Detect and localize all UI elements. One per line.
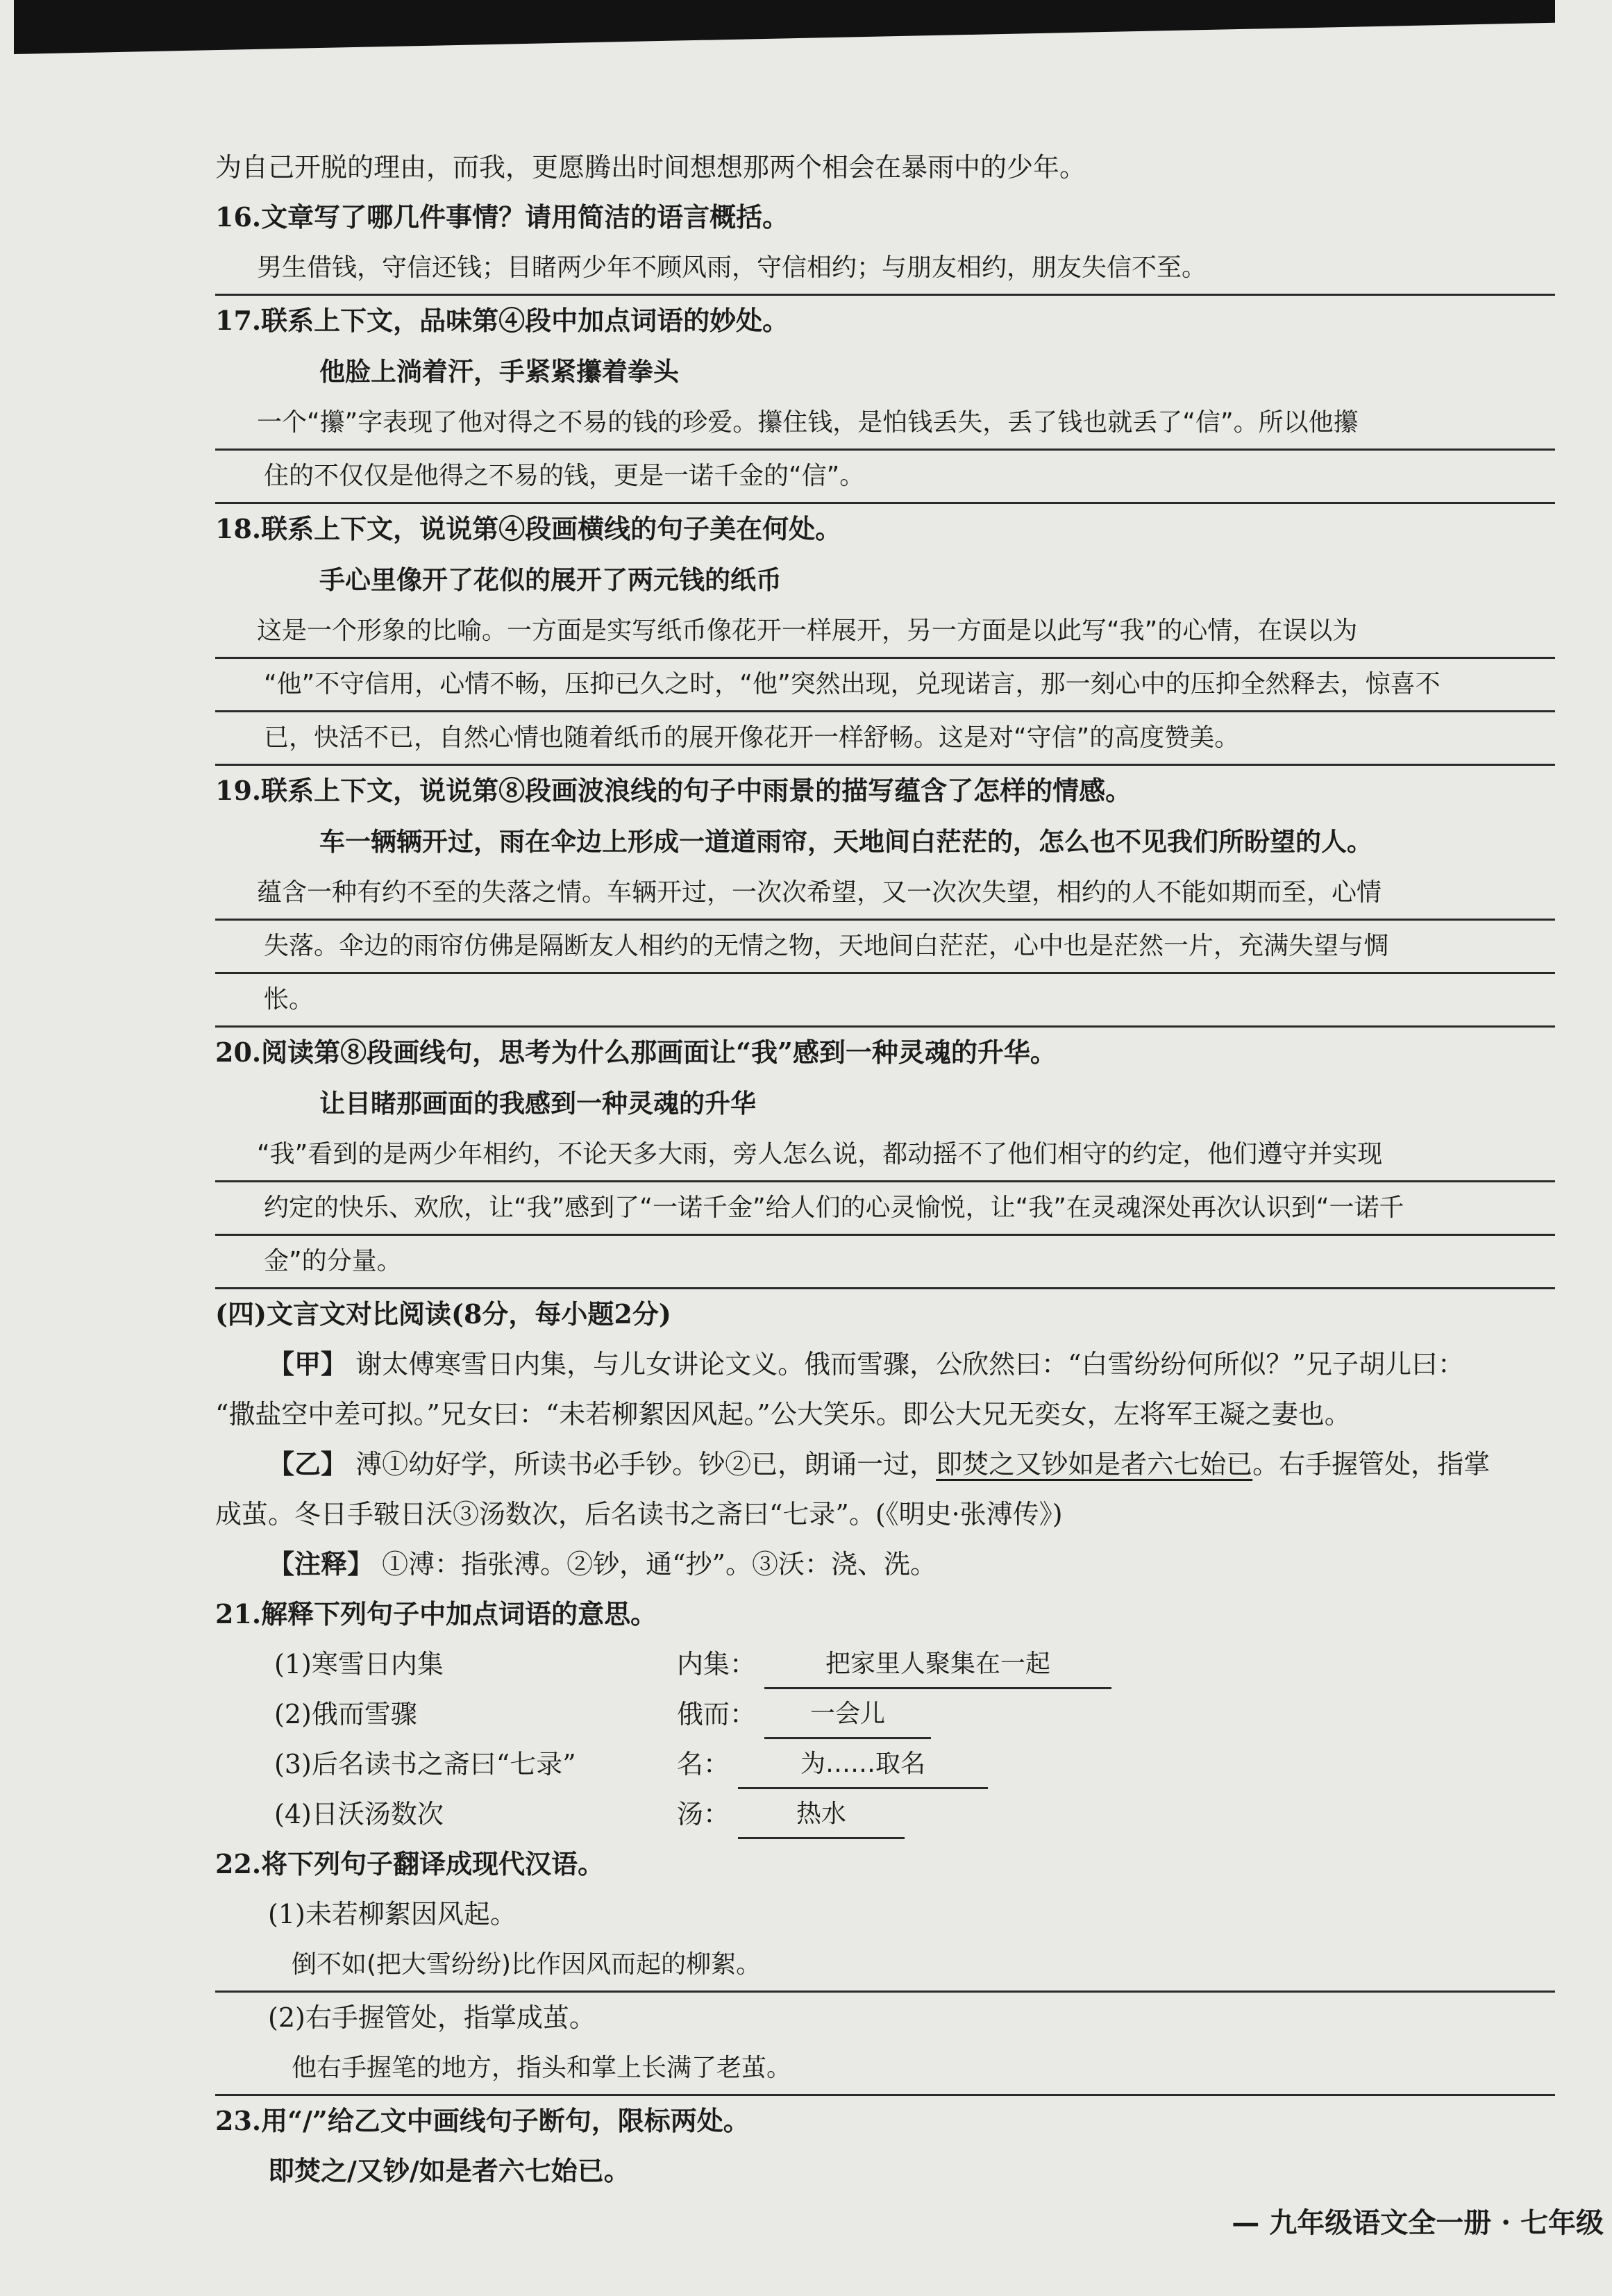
answer-20-line-2: 约定的快乐、欢欣，让“我”感到了“一诺千金”给人们的心灵愉悦，让“我”在灵魂深处再次认识到“一诺千	[215, 1182, 1555, 1236]
answer-22-1: 倒不如(把大雪纷纷)比作因风而起的柳絮。	[215, 1939, 1555, 1993]
question-22: 22.将下列句子翻译成现代汉语。	[215, 1848, 605, 1879]
q21-item-3-sentence: (3)后名读书之斋曰“七录”	[274, 1749, 576, 1779]
q21-item-1-answer: 把家里人聚集在一起	[764, 1641, 1111, 1689]
question-19: 19.联系上下文，说说第⑧段画波浪线的句子中雨景的描写蕴含了怎样的情感。	[215, 775, 1132, 806]
paragraph-tail: 为自己开脱的理由，而我，更愿腾出时间想想那两个相会在暴雨中的少年。	[215, 152, 1086, 183]
question-17: 17.联系上下文，品味第④段中加点词语的妙处。	[215, 305, 789, 336]
q21-item-1-sentence: (1)寒雪日内集	[274, 1649, 444, 1679]
q21-item-4	[215, 1789, 1555, 1839]
answer-20-line-1: “我”看到的是两少年相约，不论天多大雨，旁人怎么说，都动摇不了他们相守的约定，他们遵守并实现	[215, 1129, 1555, 1182]
question-23: 23.用“/”给乙文中画线句子断句，限标两处。	[215, 2105, 750, 2136]
text-yi-line-2: 成茧。冬日手皲日沃③汤数次，后名读书之斋曰“七录”。(《明史·张溥传》)	[215, 1499, 1063, 1530]
q21-item-2-answer: 一会儿	[764, 1691, 931, 1739]
notes-tag: 【注释】	[268, 1549, 374, 1579]
quote-20: 让目睹那画面的我感到一种灵魂的升华	[319, 1088, 756, 1118]
answer-23: 即焚之/又钞/如是者六七始已。	[268, 2155, 630, 2186]
q21-item-2-term: 俄而：	[677, 1699, 757, 1729]
text-yi-body-1c: 。右手握管处，指掌	[1252, 1449, 1491, 1480]
answer-22-2: 他右手握笔的地方，指头和掌上长满了老茧。	[215, 2043, 1555, 2096]
q22-sentence-2: (2)右手握管处，指掌成茧。	[268, 2002, 596, 2033]
answer-19-line-2: 失落。伞边的雨帘仿佛是隔断友人相约的无情之物，天地间白茫茫，心中也是茫然一片，充满失望与惆	[215, 921, 1555, 974]
q21-item-3-answer: 为……取名	[738, 1741, 988, 1789]
answer-18-line-1: 这是一个形象的比喻。一方面是实写纸币像花开一样展开，另一方面是以此写“我”的心情，在误以为	[215, 605, 1555, 659]
text-yi-underlined-sentence: 即焚之又钞如是者六七始已	[936, 1449, 1253, 1480]
text-yi-line-1	[215, 1439, 1555, 1489]
page-footer: — 九年级语文全一册 · 七年级	[1232, 2206, 1604, 2239]
section-4-heading: (四)文言文对比阅读(8分，每小题2分)	[215, 1298, 671, 1330]
q21-item-2	[215, 1689, 1555, 1739]
q21-item-3-term: 名：	[677, 1749, 730, 1779]
question-21: 21.解释下列句子中加点词语的意思。	[215, 1598, 657, 1629]
text-jia-body-1: 谢太傅寒雪日内集，与儿女讲论文义。俄而雪骤，公欣然曰：“白雪纷纷何所似？”兄子胡儿曰：	[355, 1349, 1464, 1380]
notes-line	[215, 1539, 1555, 1589]
text-yi-tag: 【乙】	[268, 1449, 348, 1480]
answer-18-line-3: 已，快活不已，自然心情也随着纸币的展开像花开一样舒畅。这是对“守信”的高度赞美。	[215, 712, 1555, 766]
quote-18: 手心里像开了花似的展开了两元钱的纸币	[319, 564, 782, 595]
notes-body: ①溥：指张溥。②钞，通“抄”。③沃：浇、洗。	[382, 1549, 937, 1579]
answer-19-line-3: 怅。	[215, 974, 1555, 1028]
q21-item-1	[215, 1639, 1555, 1689]
quote-19: 车一辆辆开过，雨在伞边上形成一道道雨帘，天地间白茫茫的，怎么也不见我们所盼望的人。	[319, 826, 1372, 857]
answer-19-line-1: 蕴含一种有约不至的失落之情。车辆开过，一次次希望，又一次次失望，相约的人不能如期而至，心情	[215, 867, 1555, 921]
text-yi-body-1a: 溥①幼好学，所读书必手钞。钞②已，朗诵一过，	[355, 1449, 937, 1480]
question-16: 16.文章写了哪几件事情？请用简洁的语言概括。	[215, 201, 789, 233]
quote-17: 他脸上淌着汗，手紧紧攥着拳头	[319, 356, 679, 387]
answer-18-line-2: “他”不守信用，心情不畅，压抑已久之时，“他”突然出现，兑现诺言，那一刻心中的压抑全然释去，惊喜不	[215, 659, 1555, 712]
scan-top-edge	[14, 0, 1555, 54]
q21-item-4-sentence: (4)日沃汤数次	[274, 1799, 444, 1829]
text-jia-tag: 【甲】	[268, 1349, 348, 1380]
q22-sentence-1: (1)未若柳絮因风起。	[268, 1899, 517, 1929]
text-jia-line-1	[215, 1339, 1555, 1389]
q21-item-2-sentence: (2)俄而雪骤	[274, 1699, 417, 1729]
q21-item-4-answer: 热水	[738, 1791, 905, 1839]
answer-17-line-1: 一个“攥”字表现了他对得之不易的钱的珍爱。攥住钱，是怕钱丢失，丢了钱也就丢了“信”。所以他攥	[215, 397, 1555, 451]
question-18: 18.联系上下文，说说第④段画横线的句子美在何处。	[215, 513, 842, 544]
q21-item-3	[215, 1739, 1555, 1789]
answer-20-line-3: 金”的分量。	[215, 1236, 1555, 1289]
q21-item-1-term: 内集：	[677, 1649, 757, 1679]
worksheet-page	[215, 142, 1555, 2196]
answer-16: 男生借钱，守信还钱；目睹两少年不顾风雨，守信相约；与朋友相约，朋友失信不至。	[215, 242, 1555, 296]
text-jia-line-2: “撒盐空中差可拟。”兄女曰：“未若柳絮因风起。”公大笑乐。即公大兄无奕女，左将军王凝之妻也。	[215, 1399, 1351, 1430]
answer-17-line-2: 住的不仅仅是他得之不易的钱，更是一诺千金的“信”。	[215, 451, 1555, 504]
question-20: 20.阅读第⑧段画线句，思考为什么那画面让“我”感到一种灵魂的升华。	[215, 1037, 1057, 1068]
q21-item-4-term: 汤：	[677, 1799, 730, 1829]
